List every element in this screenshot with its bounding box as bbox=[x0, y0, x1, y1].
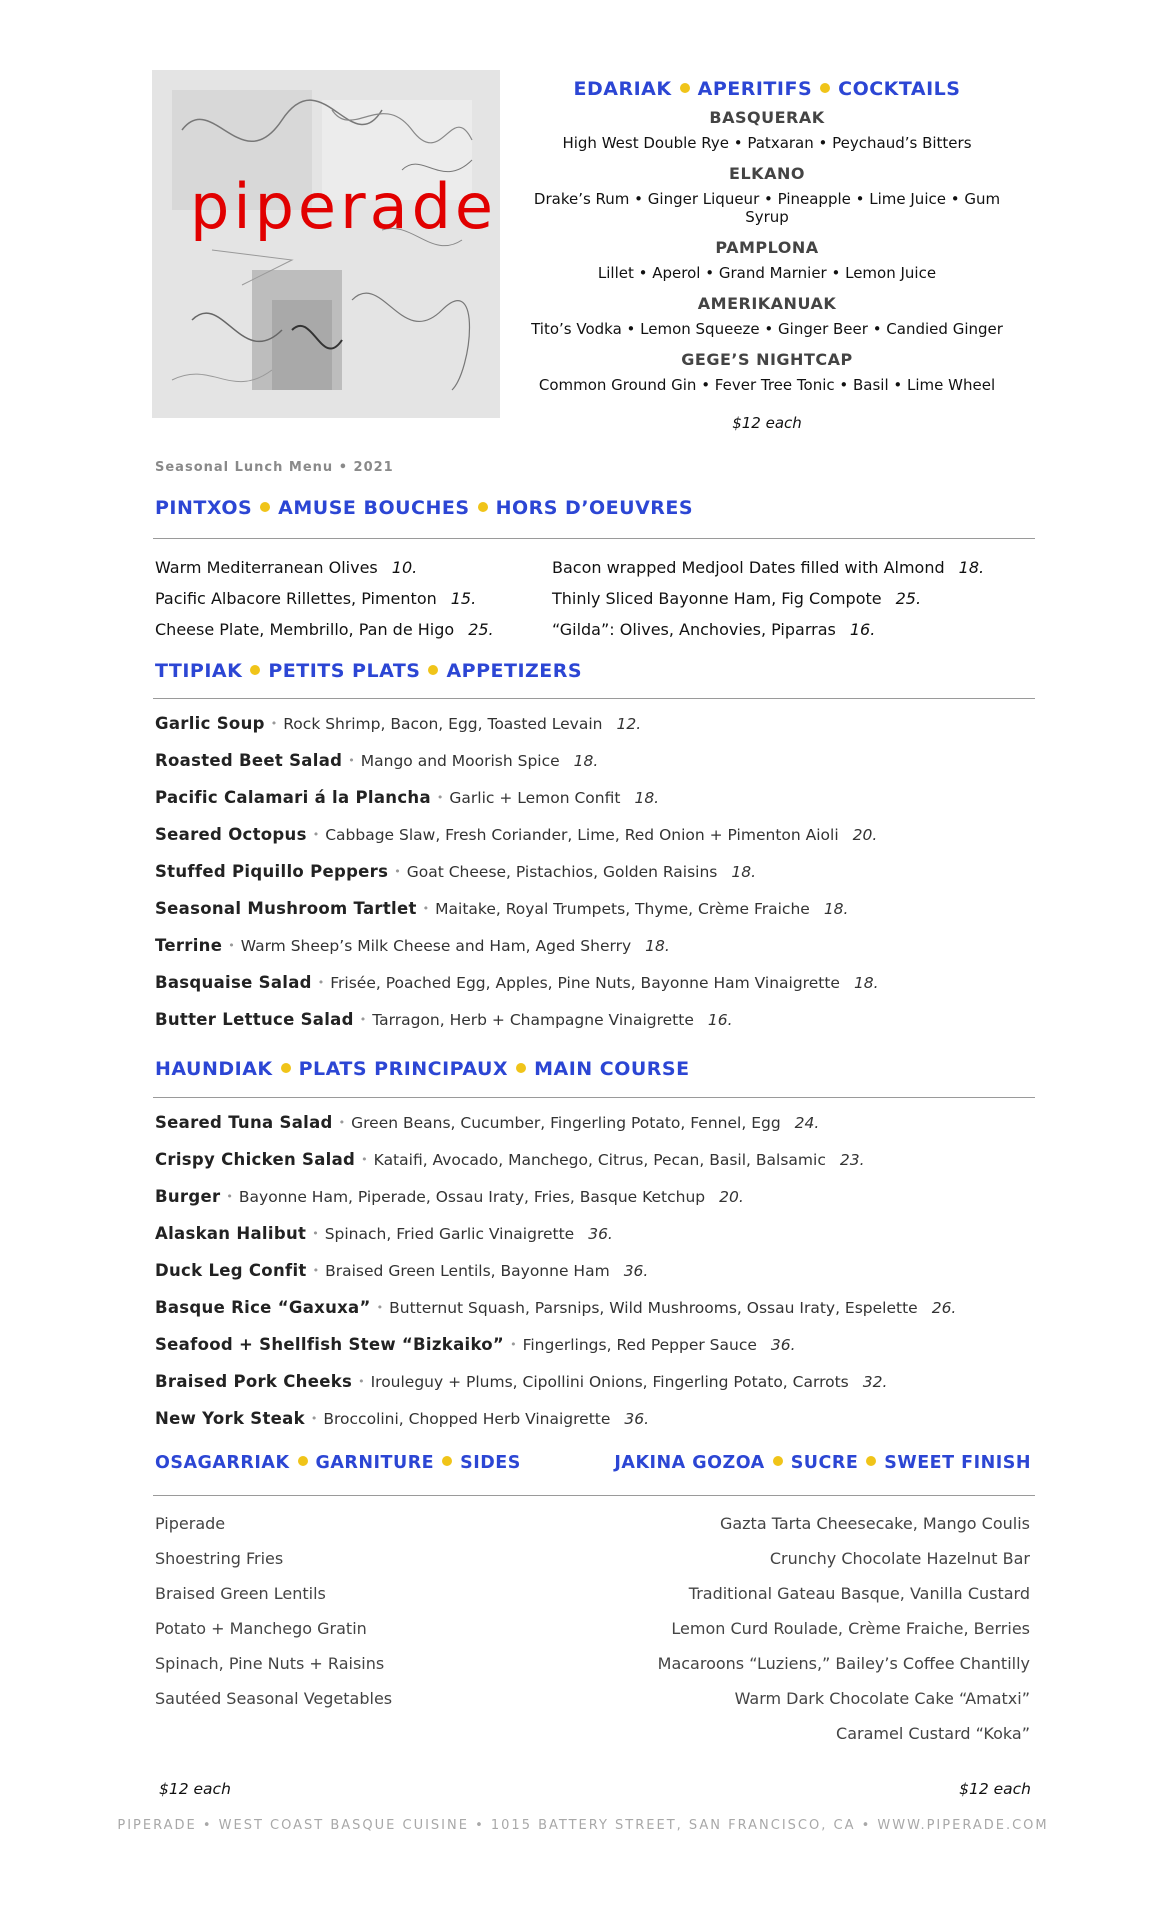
dish-name: Pacific Calamari á la Plancha bbox=[155, 788, 431, 807]
dessert-item: Warm Dark Chocolate Cake “Amatxi” bbox=[734, 1689, 1030, 1708]
dish-description: Cabbage Slaw, Fresh Coriander, Lime, Red Onion + Pimenton Aioli bbox=[325, 826, 839, 844]
separator-dot-icon: • bbox=[312, 1227, 319, 1240]
cocktail-item bbox=[527, 350, 1007, 394]
header-word: HAUNDIAK bbox=[155, 1058, 273, 1080]
header-word: SWEET FINISH bbox=[884, 1453, 1031, 1473]
dish-price: 12. bbox=[616, 715, 642, 733]
header-word: TTIPIAK bbox=[155, 660, 243, 682]
cocktail-item bbox=[527, 238, 1007, 282]
bullet-dot-icon bbox=[866, 1456, 876, 1466]
separator-dot-icon: • bbox=[348, 754, 355, 767]
item-name: “Gilda”: Olives, Anchovies, Piparras bbox=[552, 620, 836, 639]
header-word: AMUSE BOUCHES bbox=[278, 497, 470, 519]
dessert-item: Macaroons “Luziens,” Bailey’s Coffee Chantilly bbox=[657, 1654, 1030, 1673]
dish-name: Seared Octopus bbox=[155, 825, 307, 844]
separator-dot-icon: • bbox=[510, 1338, 517, 1351]
side-item: Braised Green Lentils bbox=[155, 1584, 326, 1603]
menu-item bbox=[155, 1178, 956, 1215]
header-word: SUCRE bbox=[790, 1453, 859, 1473]
dessert-item: Traditional Gateau Basque, Vanilla Custard bbox=[688, 1584, 1030, 1603]
separator-dot-icon: • bbox=[359, 1013, 367, 1026]
dish-description: Maitake, Royal Trumpets, Thyme, Crème Fraiche bbox=[435, 900, 810, 918]
dish-name: Butter Lettuce Salad bbox=[155, 1010, 354, 1029]
restaurant-logo bbox=[152, 70, 500, 418]
menu-item bbox=[552, 614, 984, 645]
separator-dot-icon: • bbox=[422, 902, 430, 915]
cocktail-ingredients: Tito’s Vodka • Lemon Squeeze • Ginger Beer • Candied Ginger bbox=[531, 320, 1003, 338]
cocktail-name: PAMPLONA bbox=[715, 238, 819, 257]
separator-dot-icon: • bbox=[317, 976, 325, 989]
main-course-list bbox=[155, 1104, 956, 1437]
header-word: APPETIZERS bbox=[446, 660, 583, 682]
pintxos-header bbox=[155, 497, 693, 519]
pintxos-right-list bbox=[552, 552, 984, 645]
menu-item bbox=[155, 927, 879, 964]
cocktails-header bbox=[527, 78, 1007, 100]
cocktails-section bbox=[527, 78, 1007, 432]
header-word: OSAGARRIAK bbox=[155, 1453, 290, 1473]
dish-price: 18. bbox=[573, 752, 599, 770]
item-price: 25. bbox=[468, 620, 494, 639]
footer-address: PIPERADE • WEST COAST BASQUE CUISINE • 1015 BATTERY STREET, SAN FRANCISCO, CA • WWW.PIPERADE.COM bbox=[117, 1818, 1049, 1833]
menu-subtitle: Seasonal Lunch Menu • 2021 bbox=[155, 460, 394, 475]
item-price: 25. bbox=[895, 589, 922, 608]
bullet-dot-icon bbox=[516, 1063, 526, 1073]
dish-description: Green Beans, Cucumber, Fingerling Potato, Fennel, Egg bbox=[351, 1114, 781, 1132]
dish-description: Butternut Squash, Parsnips, Wild Mushrooms, Ossau Iraty, Espelette bbox=[389, 1299, 918, 1317]
dish-price: 20. bbox=[852, 826, 878, 844]
dish-name: Duck Leg Confit bbox=[155, 1261, 307, 1280]
bullet-dot-icon bbox=[260, 502, 270, 512]
header-word: JAKINA GOZOA bbox=[614, 1453, 765, 1473]
bullet-dot-icon bbox=[442, 1456, 452, 1466]
dish-description: Irouleguy + Plums, Cipollini Onions, Fingerling Potato, Carrots bbox=[370, 1373, 849, 1391]
dish-price: 36. bbox=[770, 1336, 796, 1354]
menu-item bbox=[155, 964, 879, 1001]
menu-item bbox=[552, 552, 984, 583]
dish-description: Spinach, Fried Garlic Vinaigrette bbox=[324, 1225, 575, 1243]
header-word: APERITIFS bbox=[697, 78, 813, 100]
sides-price: $12 each bbox=[159, 1780, 231, 1798]
dish-name: Garlic Soup bbox=[155, 714, 265, 733]
dish-description: Rock Shrimp, Bacon, Egg, Toasted Levain bbox=[283, 715, 603, 733]
cocktail-name: ELKANO bbox=[729, 164, 805, 183]
separator-dot-icon: • bbox=[310, 1412, 318, 1425]
dish-name: Burger bbox=[155, 1187, 221, 1206]
dish-price: 18. bbox=[634, 789, 660, 807]
menu-item bbox=[155, 1252, 956, 1289]
menu-item bbox=[155, 1289, 956, 1326]
dish-price: 32. bbox=[862, 1373, 888, 1391]
menu-item bbox=[155, 1215, 956, 1252]
separator-dot-icon: • bbox=[338, 1116, 346, 1129]
dish-price: 20. bbox=[719, 1188, 744, 1206]
sides-header bbox=[155, 1453, 521, 1473]
dish-name: Seafood + Shellfish Stew “Bizkaiko” bbox=[155, 1335, 505, 1354]
sweets-price: $12 each bbox=[959, 1780, 1031, 1798]
dish-price: 18. bbox=[731, 863, 757, 881]
item-name: Bacon wrapped Medjool Dates filled with Almond bbox=[552, 558, 945, 577]
dish-description: Kataifi, Avocado, Manchego, Citrus, Pecan, Basil, Balsamic bbox=[373, 1151, 826, 1169]
dish-name: Basquaise Salad bbox=[155, 973, 312, 992]
separator-dot-icon: • bbox=[270, 717, 278, 730]
side-item: Sautéed Seasonal Vegetables bbox=[155, 1689, 393, 1708]
dish-price: 26. bbox=[931, 1299, 957, 1317]
header-word: EDARIAK bbox=[573, 78, 672, 100]
dish-name: Seasonal Mushroom Tartlet bbox=[155, 899, 417, 918]
dish-description: Fingerlings, Red Pepper Sauce bbox=[522, 1336, 757, 1354]
cocktails-price: $12 each bbox=[732, 414, 802, 432]
cocktail-ingredients: Lillet • Aperol • Grand Marnier • Lemon Juice bbox=[597, 264, 937, 282]
logo-wordmark: piperade bbox=[190, 170, 498, 243]
section-divider bbox=[153, 1097, 1035, 1098]
dish-name: Roasted Beet Salad bbox=[155, 751, 343, 770]
appetizers-list bbox=[155, 705, 879, 1038]
side-item: Piperade bbox=[155, 1514, 226, 1533]
dish-name: Seared Tuna Salad bbox=[155, 1113, 333, 1132]
cocktail-ingredients: Drake’s Rum • Ginger Liqueur • Pineapple • Lime Juice • Gum Syrup bbox=[533, 190, 1001, 226]
dish-description: Braised Green Lentils, Bayonne Ham bbox=[325, 1262, 610, 1280]
header-word: COCKTAILS bbox=[838, 78, 961, 100]
dish-price: 18. bbox=[823, 900, 849, 918]
dish-name: New York Steak bbox=[155, 1409, 305, 1428]
bullet-dot-icon bbox=[773, 1456, 783, 1466]
dish-description: Tarragon, Herb + Champagne Vinaigrette bbox=[372, 1011, 694, 1029]
dish-price: 24. bbox=[794, 1114, 820, 1132]
dish-description: Garlic + Lemon Confit bbox=[449, 789, 621, 807]
menu-item bbox=[155, 705, 879, 742]
item-name: Warm Mediterranean Olives bbox=[155, 558, 378, 577]
dish-description: Warm Sheep’s Milk Cheese and Ham, Aged Sherry bbox=[240, 937, 632, 955]
separator-dot-icon: • bbox=[226, 1190, 233, 1203]
dish-name: Braised Pork Cheeks bbox=[155, 1372, 353, 1391]
dish-description: Goat Cheese, Pistachios, Golden Raisins bbox=[406, 863, 718, 881]
dessert-item: Lemon Curd Roulade, Crème Fraiche, Berries bbox=[671, 1619, 1030, 1638]
sides-list bbox=[155, 1506, 392, 1716]
menu-item bbox=[155, 1326, 956, 1363]
dessert-item: Caramel Custard “Koka” bbox=[836, 1724, 1030, 1743]
cocktail-item bbox=[527, 164, 1007, 226]
header-word: GARNITURE bbox=[315, 1453, 435, 1473]
dish-description: Broccolini, Chopped Herb Vinaigrette bbox=[323, 1410, 611, 1428]
dish-price: 16. bbox=[707, 1011, 733, 1029]
sweets-header bbox=[614, 1453, 1031, 1473]
sweets-list bbox=[658, 1506, 1030, 1751]
bullet-dot-icon bbox=[478, 502, 488, 512]
dish-price: 23. bbox=[839, 1151, 865, 1169]
menu-item bbox=[155, 779, 879, 816]
menu-item bbox=[155, 1400, 956, 1437]
dish-description: Frisée, Poached Egg, Apples, Pine Nuts, Bayonne Ham Vinaigrette bbox=[330, 974, 840, 992]
item-price: 18. bbox=[958, 558, 985, 577]
cocktail-ingredients: High West Double Rye • Patxaran • Peychaud’s Bitters bbox=[562, 134, 972, 152]
separator-dot-icon: • bbox=[361, 1153, 368, 1166]
menu-item bbox=[155, 1363, 956, 1400]
section-divider bbox=[153, 698, 1035, 699]
dessert-item: Crunchy Chocolate Hazelnut Bar bbox=[769, 1549, 1030, 1568]
appetizers-header bbox=[155, 660, 582, 682]
separator-dot-icon: • bbox=[376, 1301, 384, 1314]
cocktail-name: AMERIKANUAK bbox=[697, 294, 837, 313]
dish-name: Crispy Chicken Salad bbox=[155, 1150, 356, 1169]
main-course-header bbox=[155, 1058, 690, 1080]
item-name: Pacific Albacore Rillettes, Pimenton bbox=[155, 589, 437, 608]
menu-item bbox=[155, 552, 494, 583]
menu-item bbox=[155, 853, 879, 890]
bullet-dot-icon bbox=[281, 1063, 291, 1073]
menu-item bbox=[155, 1141, 956, 1178]
side-item: Potato + Manchego Gratin bbox=[155, 1619, 367, 1638]
item-price: 10. bbox=[391, 558, 418, 577]
section-divider bbox=[153, 538, 1035, 539]
side-item: Spinach, Pine Nuts + Raisins bbox=[155, 1654, 385, 1673]
item-name: Cheese Plate, Membrillo, Pan de Higo bbox=[155, 620, 455, 639]
dish-description: Bayonne Ham, Piperade, Ossau Iraty, Fries, Basque Ketchup bbox=[238, 1188, 706, 1206]
dessert-item: Gazta Tarta Cheesecake, Mango Coulis bbox=[719, 1514, 1030, 1533]
dish-description: Mango and Moorish Spice bbox=[360, 752, 560, 770]
separator-dot-icon: • bbox=[312, 828, 320, 841]
cocktail-name: GEGE’S NIGHTCAP bbox=[681, 350, 853, 369]
cocktail-item bbox=[527, 294, 1007, 338]
cocktail-ingredients: Common Ground Gin • Fever Tree Tonic • Basil • Lime Wheel bbox=[538, 376, 996, 394]
item-name: Thinly Sliced Bayonne Ham, Fig Compote bbox=[552, 589, 882, 608]
menu-item bbox=[155, 816, 879, 853]
item-price: 16. bbox=[849, 620, 876, 639]
separator-dot-icon: • bbox=[358, 1375, 365, 1388]
bullet-dot-icon bbox=[428, 665, 438, 675]
cocktail-name: BASQUERAK bbox=[709, 108, 825, 127]
header-word: PINTXOS bbox=[155, 497, 253, 519]
bullet-dot-icon bbox=[680, 83, 690, 93]
dish-name: Terrine bbox=[155, 936, 223, 955]
menu-item bbox=[552, 583, 984, 614]
separator-dot-icon: • bbox=[312, 1264, 320, 1277]
logo-sketch-artwork bbox=[152, 70, 500, 418]
bullet-dot-icon bbox=[250, 665, 260, 675]
header-word: MAIN COURSE bbox=[534, 1058, 690, 1080]
dish-price: 36. bbox=[623, 1262, 649, 1280]
menu-item bbox=[155, 1104, 956, 1141]
side-item: Shoestring Fries bbox=[155, 1549, 284, 1568]
menu-item bbox=[155, 614, 494, 645]
menu-item bbox=[155, 742, 879, 779]
menu-item bbox=[155, 583, 494, 614]
item-price: 15. bbox=[450, 589, 477, 608]
header-word: PLATS PRINCIPAUX bbox=[298, 1058, 509, 1080]
dish-price: 36. bbox=[588, 1225, 613, 1243]
dish-price: 36. bbox=[624, 1410, 650, 1428]
dish-price: 18. bbox=[645, 937, 670, 955]
separator-dot-icon: • bbox=[436, 791, 444, 804]
menu-item bbox=[155, 890, 879, 927]
header-word: SIDES bbox=[460, 1453, 521, 1473]
bullet-dot-icon bbox=[820, 83, 830, 93]
pintxos-left-list bbox=[155, 552, 494, 645]
section-divider bbox=[153, 1495, 1035, 1496]
dish-name: Basque Rice “Gaxuxa” bbox=[155, 1298, 371, 1317]
dish-name: Alaskan Halibut bbox=[155, 1224, 307, 1243]
header-word: PETITS PLATS bbox=[268, 660, 421, 682]
dish-price: 18. bbox=[853, 974, 879, 992]
dish-name: Stuffed Piquillo Peppers bbox=[155, 862, 389, 881]
bullet-dot-icon bbox=[298, 1456, 308, 1466]
separator-dot-icon: • bbox=[394, 865, 401, 878]
cocktail-item bbox=[527, 108, 1007, 152]
header-word: HORS D’OEUVRES bbox=[495, 497, 694, 519]
separator-dot-icon: • bbox=[228, 939, 235, 952]
menu-item bbox=[155, 1001, 879, 1038]
